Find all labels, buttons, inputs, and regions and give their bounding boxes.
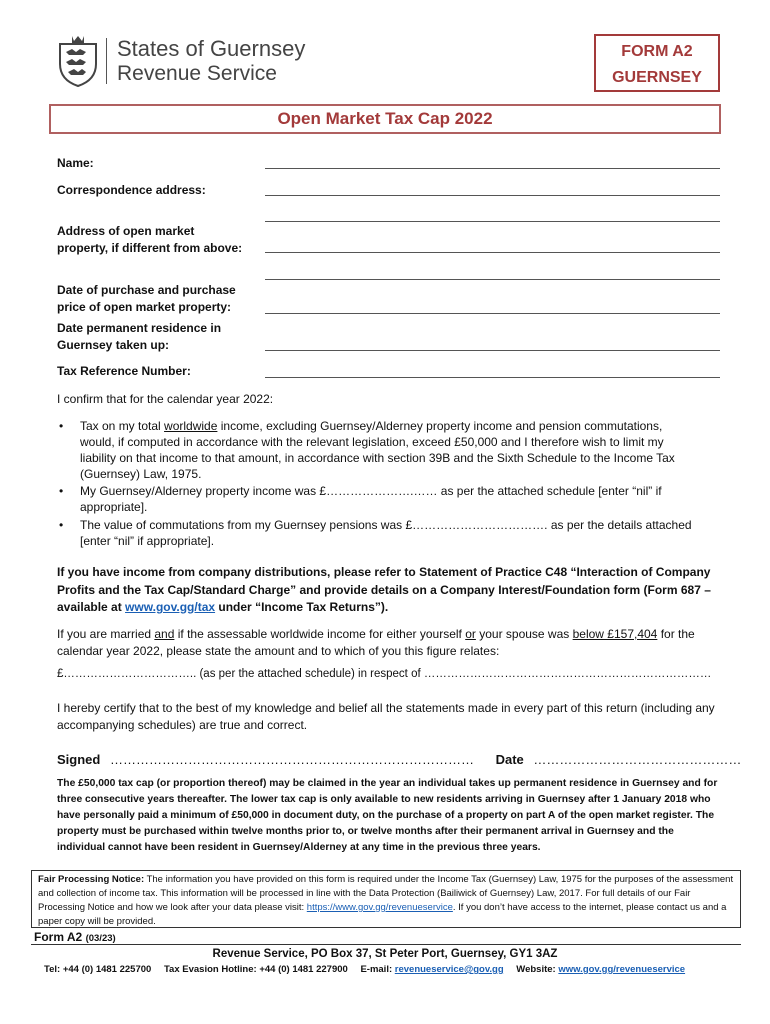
confirm-statement: I confirm that for the calendar year 2022:	[57, 392, 274, 406]
revenue-service-link[interactable]: https://www.gov.gg/revenueservice	[306, 902, 453, 913]
tax-cap-notice: The £50,000 tax cap (or proportion thereof) may be claimed in the year an individual takes up permanent residence in Guernsey and for three consecutive years thereafter. The lower tax cap is only available to new residents arriving in Guernsey after 1 January 2018 who have personally paid a minimum of £50,000 in document duty, on the purchase of a property on part A of the open market register. The property must be purchased within twelve months prior to, or twelve months after their permanent arrival in Guernsey and the individual cannot have been resident in Guernsey/Alderney at any time in the previous three years.	[57, 778, 718, 853]
signature-field[interactable]: …………………………………………………………………………	[109, 752, 474, 767]
purchase-label	[57, 282, 236, 316]
married-underlined: below £157,404	[572, 627, 658, 641]
form-title: Open Market Tax Cap 2022	[49, 104, 721, 134]
correspondence-field-2[interactable]	[265, 221, 720, 222]
states-of-guernsey-logo	[56, 34, 326, 88]
bullet-property-income	[57, 483, 717, 515]
property-address-label-line1: Address of open market	[57, 224, 195, 238]
bullet-icon: •	[59, 419, 64, 433]
tax-reference-field[interactable]	[265, 377, 720, 378]
certification-statement: I hereby certify that to the best of my knowledge and belief all the statements made in every part of this return (including any accompanying schedules) are true and correct.	[57, 701, 715, 732]
fair-processing-text: . If you don’t have access to the internet, please contact us and a paper copy will be provided.	[38, 902, 727, 927]
residence-label-line2: Guernsey taken up:	[57, 338, 170, 352]
bullet-text	[80, 418, 700, 482]
residence-label	[57, 320, 221, 354]
purchase-label-line1: Date of purchase and purchase	[57, 283, 236, 297]
bullet-text: The value of commutations from my Guernsey pensions was £……………………………. as per the details attached [enter “nil” if appropriate].	[80, 518, 692, 548]
bullet-text-part: income, excluding Guernsey/Alderney property income and pension commutations, would, if computed in accordance with the relevant legislation, exceed £50,000 and I therefore wish to limit my liability on that income to that amount, in accordance with section 39B and the Sixth Schedule to the Income Tax (Guernsey) Law, 1975.	[80, 419, 675, 481]
name-field[interactable]	[265, 168, 720, 169]
footer-contacts	[44, 964, 685, 975]
crest-icon	[56, 34, 100, 88]
footer-email-label: E-mail:	[360, 964, 395, 975]
date-label: Date	[495, 752, 524, 767]
property-address-label-line2: property, if different from above:	[57, 241, 243, 255]
fair-processing-heading: Fair Processing Notice:	[38, 874, 145, 885]
org-department: Revenue Service	[117, 62, 277, 85]
residence-label-line1: Date permanent residence in	[57, 321, 222, 335]
married-text: If you are married	[57, 627, 155, 641]
married-text: your spouse was	[475, 627, 573, 641]
purchase-field[interactable]	[265, 313, 720, 314]
residence-field[interactable]	[265, 350, 720, 351]
married-underlined: or	[465, 627, 476, 641]
correspondence-field-1[interactable]	[265, 195, 720, 196]
bullet-worldwide-income	[57, 418, 717, 482]
footer-website-label: Website:	[516, 964, 559, 975]
property-address-label	[57, 223, 242, 257]
correspondence-label: Correspondence address:	[57, 183, 206, 197]
form-code-label: Form A2	[34, 930, 83, 944]
married-instruction	[57, 626, 717, 660]
property-address-field-2[interactable]	[265, 279, 720, 280]
worldwide-underlined: worldwide	[164, 419, 218, 433]
amount-line[interactable]: £…………………………….. (as per the attached schedule) in respect of …………………………………………………………………	[57, 668, 712, 680]
footer-telephone: Tel: +44 (0) 1481 225700	[44, 964, 152, 975]
form-code	[34, 930, 116, 944]
signature-row	[57, 752, 741, 767]
form-jurisdiction: GUERNSEY	[612, 69, 702, 86]
name-label: Name:	[57, 156, 94, 170]
married-text: for the calendar year 2022, please state the amount and to which of you this figure relates:	[57, 627, 695, 658]
signed-label: Signed	[57, 752, 101, 767]
property-address-field-1[interactable]	[265, 252, 720, 253]
married-text: if the assessable worldwide income for either yourself	[174, 627, 466, 641]
company-note-text: If you have income from company distributions, please refer to Statement of Practice C48 “Interaction of Company Profits and the Tax Cap/Standard Charge” and provide details on a Company Interest/Foundation form (Form 687 – available at	[57, 565, 711, 614]
bullet-icon: •	[59, 484, 64, 498]
date-field[interactable]: …………………………………………	[533, 752, 742, 767]
bullet-icon: •	[59, 518, 64, 532]
footer-website-link[interactable]: www.gov.gg/revenueservice	[558, 964, 686, 975]
bullet-pension-commutations	[57, 517, 717, 549]
company-distributions-note	[57, 564, 717, 617]
fair-processing-text: The information you have provided on this form is required under the Income Tax (Guernsey) Law, 1975 for the purposes of the assessment and collection of income tax. This information will be processed in line with the Data Protection (Bailiwick of Guernsey) Law, 2017. For full details of our Fair Processing Notice and how we look after your data please visit:	[38, 874, 734, 913]
tax-reference-label: Tax Reference Number:	[57, 364, 191, 378]
bullet-text-part: Tax on my total	[80, 419, 165, 433]
footer-divider	[31, 944, 741, 945]
footer-address: Revenue Service, PO Box 37, St Peter Port, Guernsey, GY1 3AZ	[212, 948, 558, 960]
org-name: States of Guernsey	[117, 36, 306, 61]
logo-divider	[106, 38, 107, 84]
form-version-date: (03/23)	[85, 933, 116, 944]
fair-processing-notice	[31, 870, 741, 928]
gov-tax-link[interactable]: www.gov.gg/tax	[125, 600, 216, 614]
form-number: FORM A2	[621, 43, 693, 60]
footer-evasion-hotline: Tax Evasion Hotline: +44 (0) 1481 227900	[163, 964, 348, 975]
married-underlined: and	[154, 627, 175, 641]
bullet-text: My Guernsey/Alderney property income was £………………….…… as per the attached schedule [enter “nil” if appropriate].	[80, 484, 662, 514]
form-id-box	[594, 34, 720, 92]
purchase-label-line2: price of open market property:	[57, 300, 232, 314]
footer-email-link[interactable]: revenueservice@gov.gg	[394, 964, 504, 975]
company-note-text: under “Income Tax Returns”).	[215, 600, 389, 614]
